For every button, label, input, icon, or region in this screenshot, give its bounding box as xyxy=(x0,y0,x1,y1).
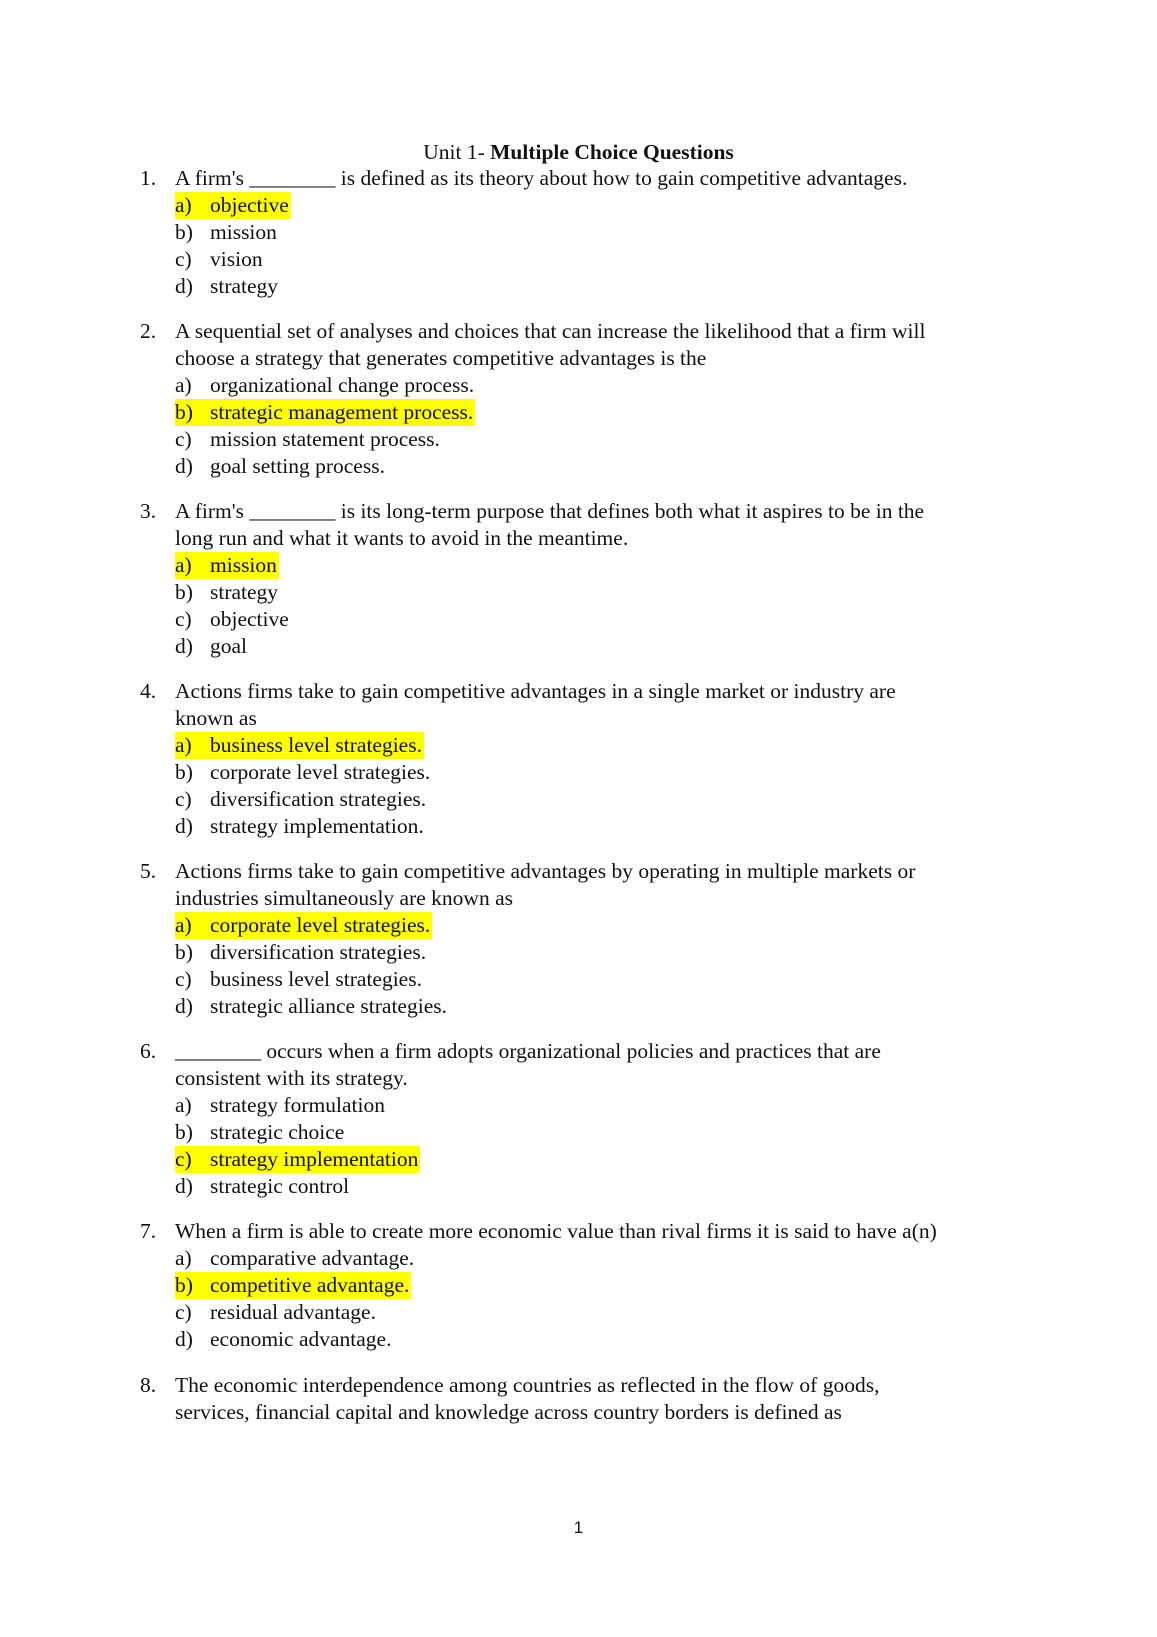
answer-option-content xyxy=(175,786,428,813)
question-number: 3. xyxy=(140,499,157,523)
option-text: objective xyxy=(210,193,289,217)
question-text: industries simultaneously are known as xyxy=(175,886,513,910)
question-text: choose a strategy that generates competitive advantages is the xyxy=(175,346,707,370)
option-text: goal xyxy=(210,634,248,658)
question-number: 4. xyxy=(140,679,157,703)
option-text: competitive advantage. xyxy=(210,1273,410,1297)
question-text-line xyxy=(0,1218,1157,1245)
option-letter: b) xyxy=(175,1120,193,1144)
answer-option xyxy=(0,993,1157,1020)
answer-option-content xyxy=(175,273,280,300)
question-text: consistent with its strategy. xyxy=(175,1066,408,1090)
answer-option-content xyxy=(175,579,280,606)
option-letter: b) xyxy=(175,940,193,964)
question-text-line xyxy=(0,1065,1157,1092)
option-letter: a) xyxy=(175,193,192,217)
answer-option xyxy=(0,1092,1157,1119)
option-letter: c) xyxy=(175,607,192,631)
option-text: strategy formulation xyxy=(210,1093,385,1117)
answer-option xyxy=(0,813,1157,840)
option-letter: d) xyxy=(175,1327,193,1351)
question-number: 5. xyxy=(140,859,157,883)
option-letter: a) xyxy=(175,373,192,397)
question-text: ________ occurs when a firm adopts organizational policies and practices that are xyxy=(175,1039,881,1063)
question-7 xyxy=(0,1218,1157,1353)
option-letter: c) xyxy=(175,967,192,991)
answer-option xyxy=(0,1272,1157,1299)
option-letter: b) xyxy=(175,580,193,604)
answer-option-highlighted xyxy=(175,552,279,579)
option-text: business level strategies. xyxy=(210,967,422,991)
answer-option xyxy=(0,192,1157,219)
question-text: When a firm is able to create more economic value than rival firms it is said to have a(n) xyxy=(175,1219,937,1243)
answer-option-content xyxy=(175,606,291,633)
answer-option xyxy=(0,1146,1157,1173)
answer-option-content xyxy=(175,1299,378,1326)
option-text: mission statement process. xyxy=(210,427,440,451)
question-text-line xyxy=(0,165,1157,192)
answer-option-content xyxy=(175,993,449,1020)
question-6 xyxy=(0,1038,1157,1200)
option-letter: c) xyxy=(175,787,192,811)
answer-option-content xyxy=(175,1119,346,1146)
option-letter: d) xyxy=(175,634,193,658)
option-letter: d) xyxy=(175,1174,193,1198)
option-letter: d) xyxy=(175,274,193,298)
option-text: strategic control xyxy=(210,1174,350,1198)
answer-option xyxy=(0,966,1157,993)
answer-option-highlighted xyxy=(175,192,291,219)
option-text: vision xyxy=(210,247,263,271)
answer-option-highlighted xyxy=(175,1272,411,1299)
question-text-line xyxy=(0,678,1157,705)
question-text-line xyxy=(0,498,1157,525)
option-text: diversification strategies. xyxy=(210,787,427,811)
question-text-line xyxy=(0,705,1157,732)
question-text: Actions firms take to gain competitive advantages in a single market or industry are xyxy=(175,679,896,703)
option-text: strategy implementation xyxy=(210,1147,419,1171)
question-3 xyxy=(0,498,1157,660)
answer-option-content xyxy=(175,426,442,453)
title-prefix: Unit 1- xyxy=(423,140,491,164)
answer-option xyxy=(0,552,1157,579)
answer-option xyxy=(0,1173,1157,1200)
option-text: strategy implementation. xyxy=(210,814,424,838)
question-text-line xyxy=(0,1399,1157,1426)
answer-option xyxy=(0,579,1157,606)
question-number: 1. xyxy=(140,166,157,190)
option-text: strategy xyxy=(210,274,279,298)
option-letter: d) xyxy=(175,994,193,1018)
question-4 xyxy=(0,678,1157,840)
answer-option-highlighted xyxy=(175,399,475,426)
option-text: mission xyxy=(210,220,277,244)
answer-option xyxy=(0,426,1157,453)
option-letter: a) xyxy=(175,553,192,577)
answer-option-content xyxy=(175,1326,393,1353)
option-text: objective xyxy=(210,607,289,631)
answer-option-content xyxy=(175,1173,351,1200)
option-letter: c) xyxy=(175,427,192,451)
option-text: strategic alliance strategies. xyxy=(210,994,447,1018)
answer-option xyxy=(0,939,1157,966)
answer-option xyxy=(0,273,1157,300)
answer-option xyxy=(0,786,1157,813)
question-number: 7. xyxy=(140,1219,157,1243)
answer-option-content xyxy=(175,759,432,786)
option-letter: b) xyxy=(175,760,193,784)
question-text-line xyxy=(0,318,1157,345)
question-text: known as xyxy=(175,706,257,730)
answer-option-content xyxy=(175,966,424,993)
question-text: A firm's ________ is defined as its theory about how to gain competitive advantages. xyxy=(175,166,908,190)
option-letter: a) xyxy=(175,733,192,757)
answer-option xyxy=(0,1245,1157,1272)
question-text-line xyxy=(0,345,1157,372)
question-8 xyxy=(0,1372,1157,1426)
option-text: business level strategies. xyxy=(210,733,422,757)
question-number: 2. xyxy=(140,319,157,343)
answer-option-content xyxy=(175,813,426,840)
option-letter: b) xyxy=(175,1273,193,1297)
option-letter: c) xyxy=(175,1300,192,1324)
answer-option xyxy=(0,372,1157,399)
answer-option-content xyxy=(175,453,387,480)
option-letter: d) xyxy=(175,814,193,838)
answer-option xyxy=(0,246,1157,273)
answer-option-content xyxy=(175,372,476,399)
option-letter: c) xyxy=(175,1147,192,1171)
question-number: 8. xyxy=(140,1373,157,1397)
question-2 xyxy=(0,318,1157,480)
answer-option xyxy=(0,759,1157,786)
answer-option-highlighted xyxy=(175,1146,420,1173)
question-text: Actions firms take to gain competitive advantages by operating in multiple markets or xyxy=(175,859,916,883)
answer-option xyxy=(0,912,1157,939)
page-title xyxy=(0,139,1157,166)
option-letter: d) xyxy=(175,454,193,478)
option-text: corporate level strategies. xyxy=(210,760,431,784)
answer-option xyxy=(0,399,1157,426)
answer-option xyxy=(0,606,1157,633)
answer-option-content xyxy=(175,246,265,273)
question-text: services, financial capital and knowledge across country borders is defined as xyxy=(175,1400,842,1424)
question-text-line xyxy=(0,885,1157,912)
page-number: 1 xyxy=(573,1518,584,1537)
question-text: A firm's ________ is its long-term purpose that defines both what it aspires to be in the xyxy=(175,499,925,523)
answer-option xyxy=(0,1326,1157,1353)
option-text: comparative advantage. xyxy=(210,1246,415,1270)
option-text: diversification strategies. xyxy=(210,940,427,964)
option-text: economic advantage. xyxy=(210,1327,392,1351)
answer-option-content xyxy=(175,939,428,966)
option-letter: a) xyxy=(175,913,192,937)
answer-option-highlighted xyxy=(175,912,432,939)
answer-option xyxy=(0,633,1157,660)
option-text: strategic management process. xyxy=(210,400,474,424)
answer-option xyxy=(0,219,1157,246)
answer-option-highlighted xyxy=(175,732,424,759)
question-text-line xyxy=(0,525,1157,552)
question-text: A sequential set of analyses and choices that can increase the likelihood that a firm will xyxy=(175,319,926,343)
answer-option-content xyxy=(175,1092,387,1119)
option-letter: a) xyxy=(175,1246,192,1270)
question-text-line xyxy=(0,858,1157,885)
option-text: organizational change process. xyxy=(210,373,475,397)
option-letter: b) xyxy=(175,220,193,244)
question-1 xyxy=(0,165,1157,300)
option-text: residual advantage. xyxy=(210,1300,376,1324)
question-5 xyxy=(0,858,1157,1020)
question-text-line xyxy=(0,1038,1157,1065)
question-number: 6. xyxy=(140,1039,157,1063)
option-text: goal setting process. xyxy=(210,454,385,478)
option-letter: a) xyxy=(175,1093,192,1117)
answer-option-content xyxy=(175,633,249,660)
title-bold: Multiple Choice Questions xyxy=(490,140,734,164)
question-text-line xyxy=(0,1372,1157,1399)
option-letter: b) xyxy=(175,400,193,424)
answer-option xyxy=(0,1299,1157,1326)
answer-option-content xyxy=(175,1245,416,1272)
question-text: The economic interdependence among countries as reflected in the flow of goods, xyxy=(175,1373,880,1397)
question-text: long run and what it wants to avoid in the meantime. xyxy=(175,526,629,550)
option-text: strategic choice xyxy=(210,1120,345,1144)
answer-option xyxy=(0,732,1157,759)
option-text: corporate level strategies. xyxy=(210,913,431,937)
option-text: strategy xyxy=(210,580,279,604)
option-letter: c) xyxy=(175,247,192,271)
answer-option xyxy=(0,1119,1157,1146)
answer-option xyxy=(0,453,1157,480)
answer-option-content xyxy=(175,219,279,246)
option-text: mission xyxy=(210,553,277,577)
